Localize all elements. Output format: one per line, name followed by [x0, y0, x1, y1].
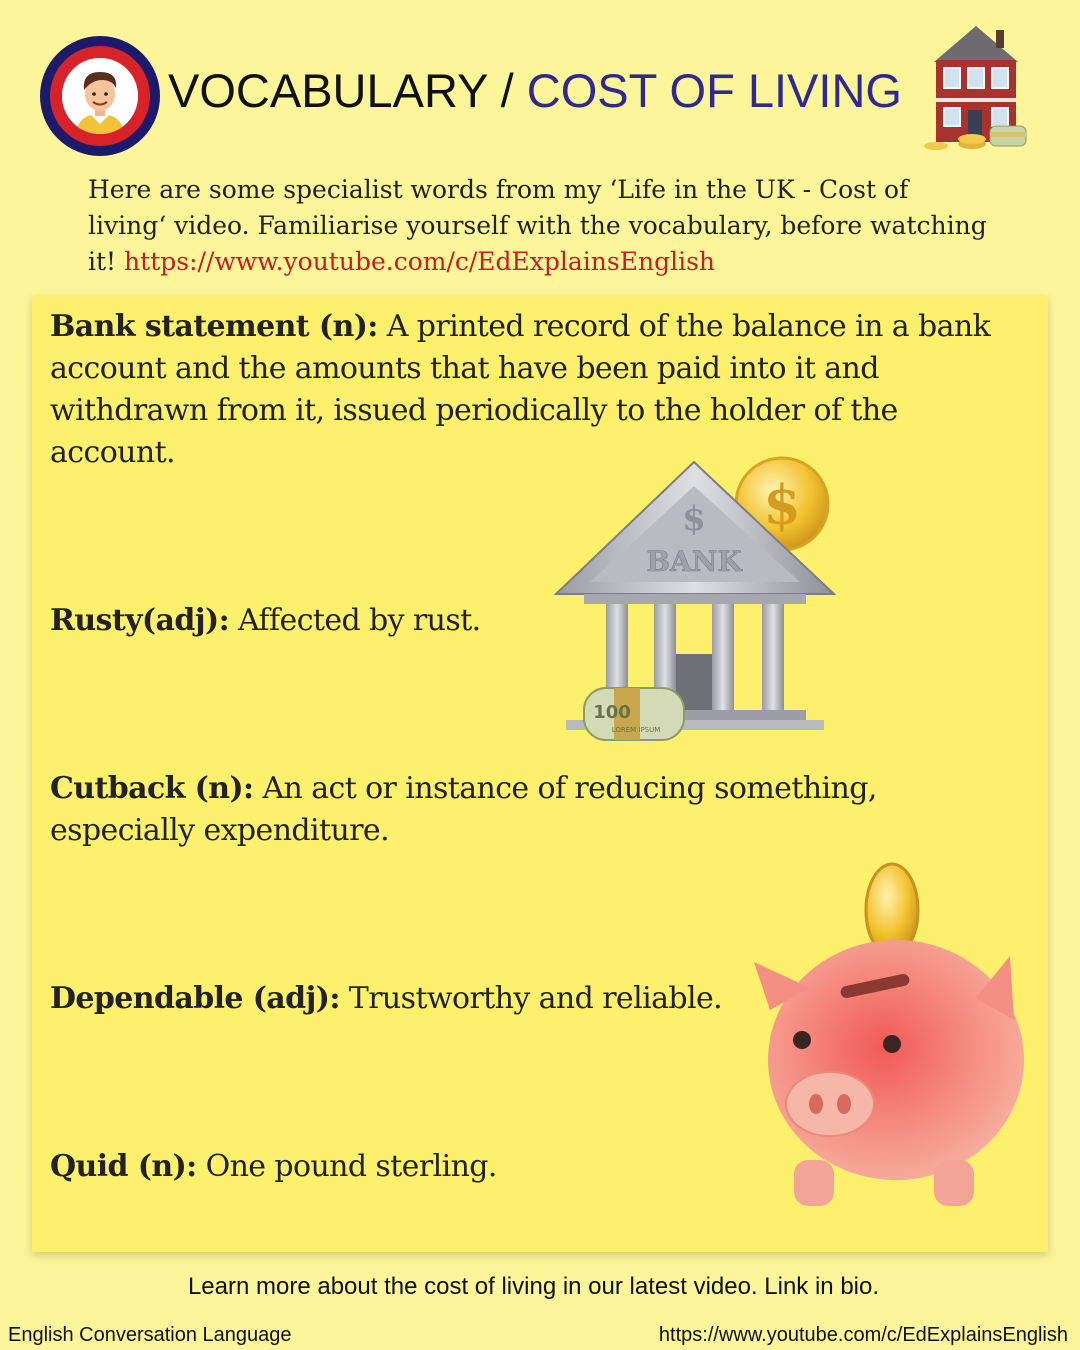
footer-brand: English Conversation Language — [8, 1324, 292, 1346]
entry-definition: Trustworthy and reliable. — [339, 981, 723, 1016]
avatar-face — [62, 58, 138, 134]
entry-definition: An act or instance of reducing something, especially expenditure. — [50, 771, 877, 848]
bank-building-icon — [554, 456, 844, 746]
title-prefix: VOCABULARY / — [168, 64, 527, 117]
piggy-bank-icon — [744, 860, 1034, 1230]
intro-paragraph — [88, 172, 988, 280]
entry-dependable — [50, 978, 770, 1020]
entry-term: Bank statement (n): — [50, 309, 378, 344]
note-sub: LOREM IPSUM — [611, 726, 661, 734]
bank-dollar-symbol: $ — [682, 499, 706, 539]
entry-definition: Affected by rust. — [229, 603, 481, 638]
page-title — [168, 62, 902, 120]
entry-rusty — [50, 600, 550, 642]
footer-cta: Learn more about the cost of living in our latest video. Link in bio. — [187, 1273, 880, 1300]
entry-quid — [50, 1146, 690, 1188]
banknote-roll-icon — [584, 688, 684, 740]
entry-term: Dependable (adj): — [50, 981, 340, 1016]
house-with-money-icon — [920, 22, 1032, 154]
entry-definition: A printed record of the balance in a bank account and the amounts that have been paid into it and withdrawn from it, issued periodically to the holder of the account. — [50, 309, 991, 470]
entry-bank-statement — [50, 306, 1030, 474]
bank-label: BANK — [646, 545, 742, 578]
entry-term: Cutback (n): — [50, 771, 254, 806]
header — [0, 0, 1080, 160]
intro-link[interactable]: https://www.youtube.com/c/EdExplainsEnglish — [124, 247, 716, 276]
avatar-logo — [40, 36, 160, 156]
entry-term: Rusty(adj): — [50, 603, 230, 638]
footer-url[interactable]: https://www.youtube.com/c/EdExplainsEnglish — [658, 1324, 1068, 1346]
entry-definition: One pound sterling. — [196, 1149, 497, 1184]
intro-text: Here are some specialist words from my ‘Life in the UK - Cost of living‘ video. Familiarise yourself with the vocabulary, before watching it! — [88, 175, 987, 276]
entry-cutback — [50, 768, 990, 852]
entry-term: Quid (n): — [50, 1149, 197, 1184]
cartoon-man-icon — [62, 58, 138, 134]
title-accent: COST OF LIVING — [526, 64, 902, 117]
coin-symbol: $ — [763, 473, 801, 537]
vocabulary-card — [32, 296, 1048, 1252]
note-label: 100 — [593, 702, 631, 723]
